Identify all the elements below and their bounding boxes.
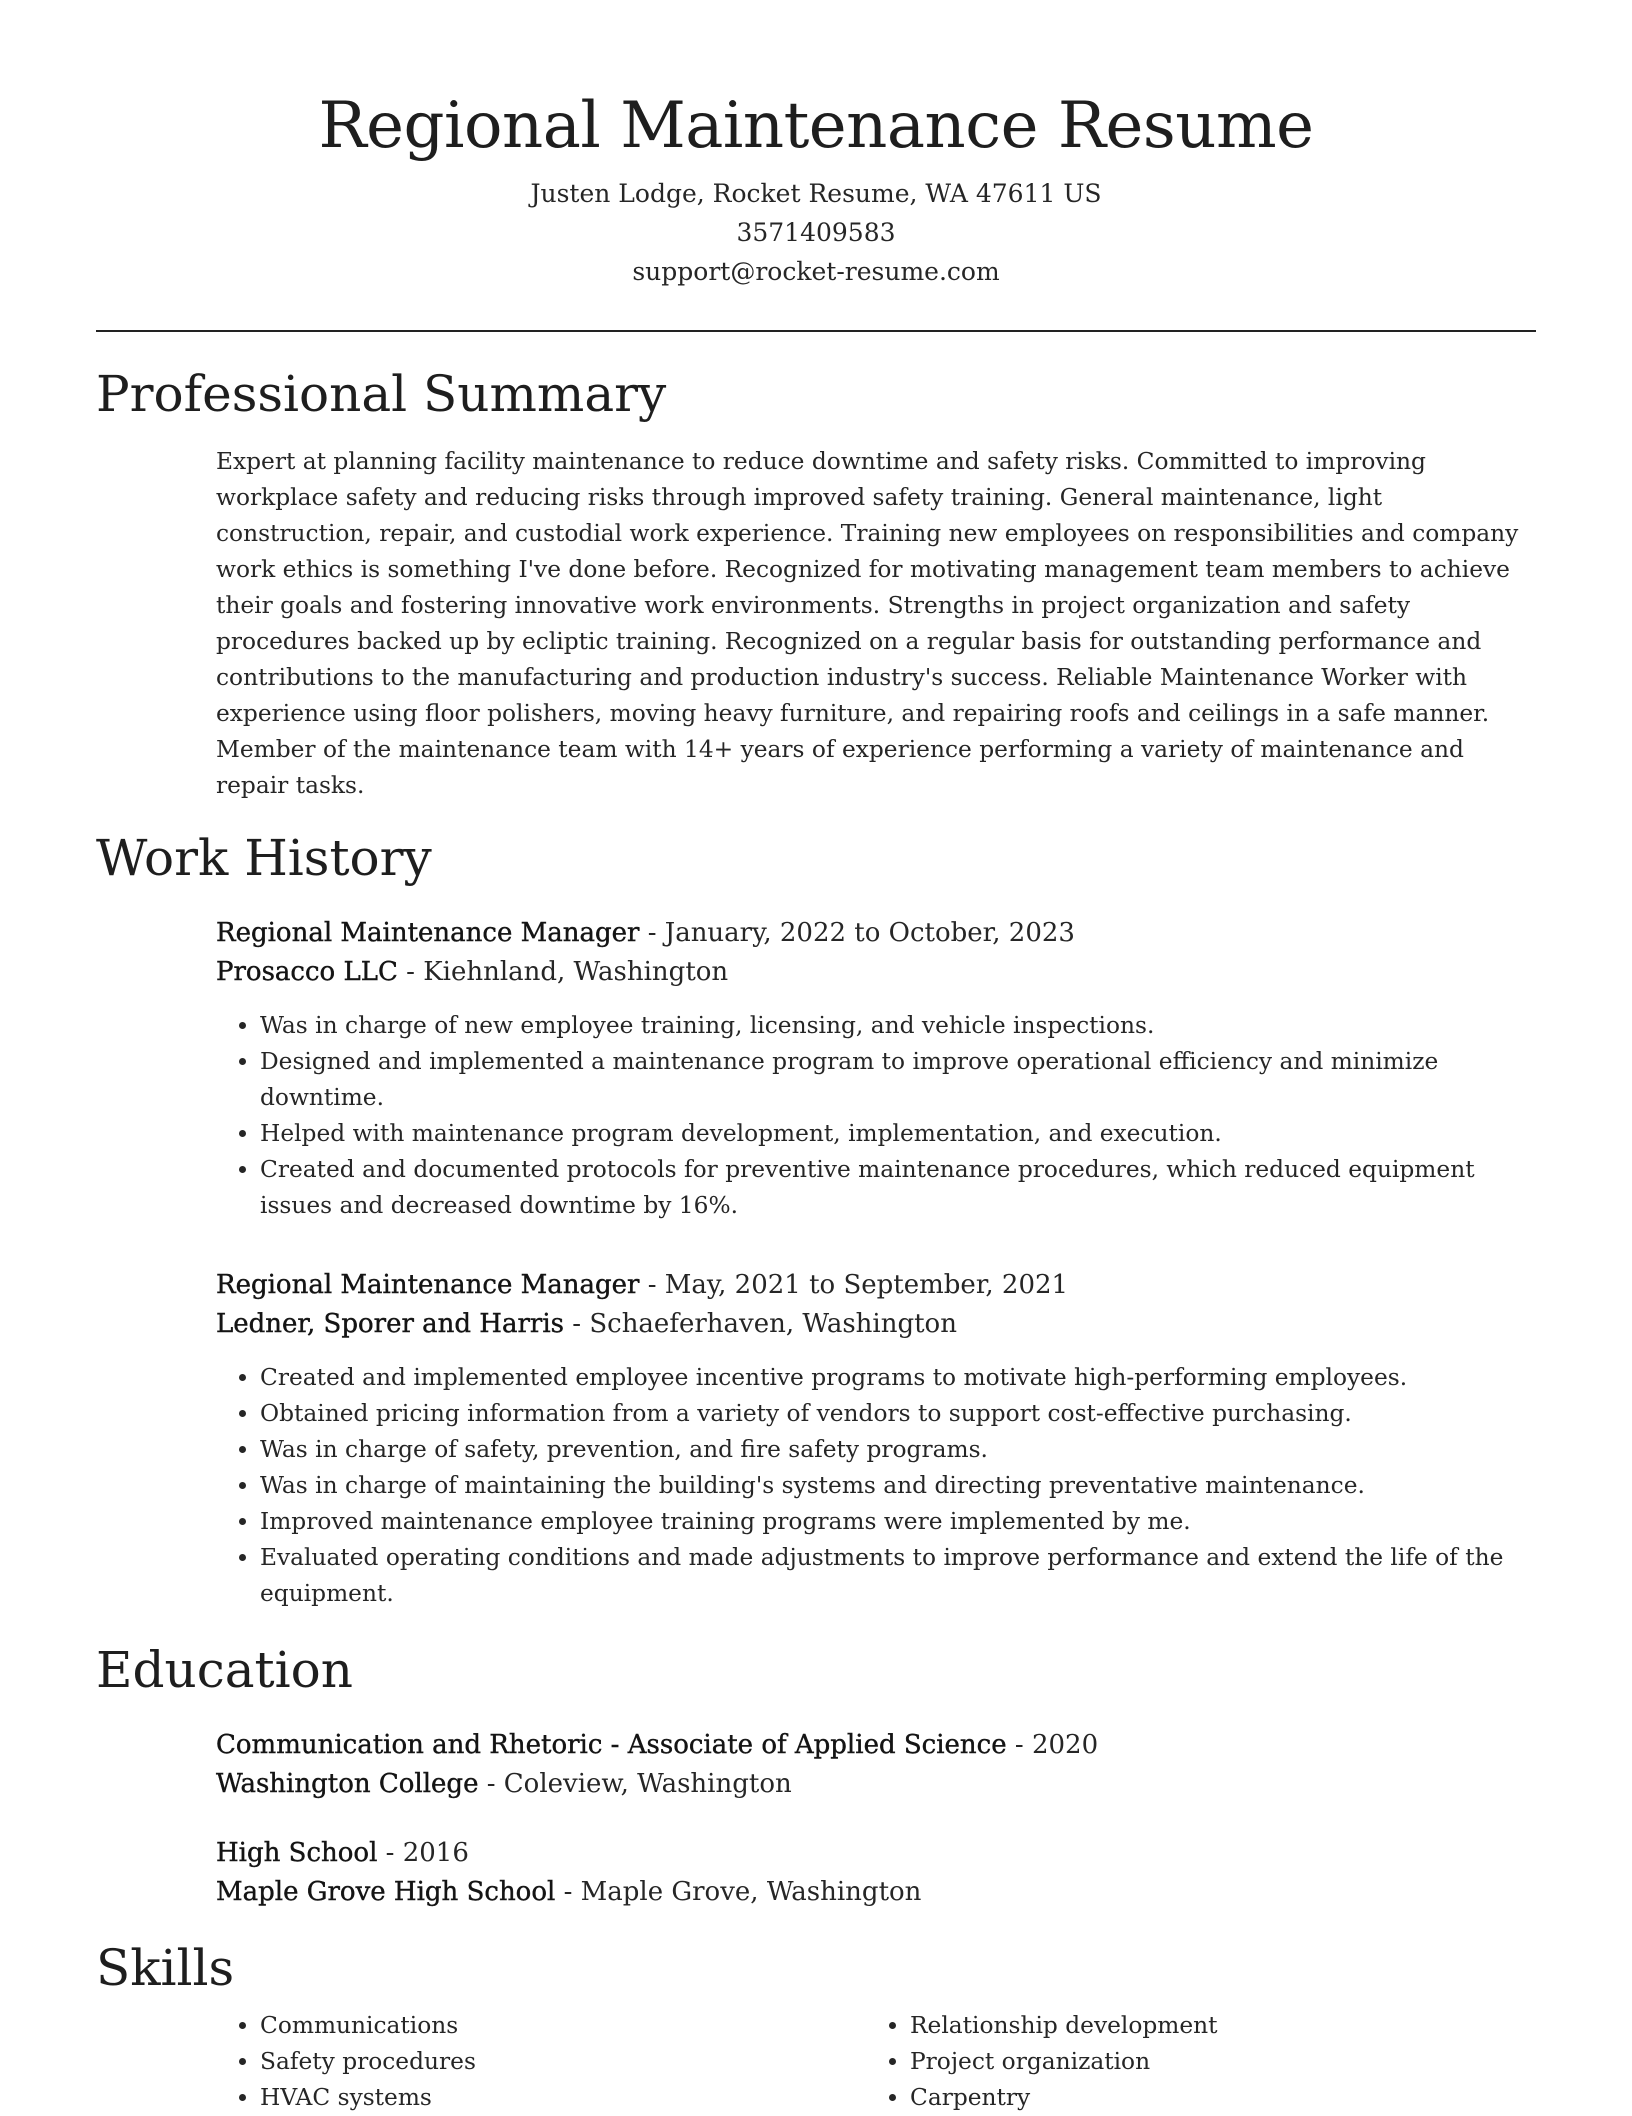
contact-address: Justen Lodge, Rocket Resume, WA 47611 US bbox=[530, 179, 1102, 208]
education-school: Maple Grove High School bbox=[216, 1877, 556, 1907]
job-entry bbox=[216, 914, 1542, 1224]
education-location: - Maple Grove, Washington bbox=[555, 1877, 922, 1907]
job-dates: - May, 2021 to September, 2021 bbox=[639, 1270, 1069, 1300]
job-bullet: • Designed and implemented a maintenance program to improve operational efficiency and minimize downtime. bbox=[260, 1044, 1542, 1116]
job-title-line bbox=[216, 914, 1542, 953]
job-dates: - January, 2022 to October, 2023 bbox=[639, 918, 1075, 948]
contact-phone: 3571409583 bbox=[736, 218, 896, 247]
job-bullet: • Created and documented protocols for preventive maintenance procedures, which reduced equipment issues and decreased downtime by 16%. bbox=[260, 1152, 1542, 1224]
education-year: - 2020 bbox=[1006, 1730, 1099, 1760]
education-degree-line bbox=[216, 1834, 1542, 1873]
education-school-line bbox=[216, 1765, 1542, 1804]
summary-text: Expert at planning facility maintenance to reduce downtime and safety risks. Committed to improving workplace safety and reducing risks through improved safety training. General maintenance, light construction, repair, and custodial work experience. Training new employees on responsibilities and company work ethics is something I've done before. Recognized for motivating management team members to achieve their goals and fostering innovative work environments. Strengths in project organization and safety procedures backed up by ecliptic training. Recognized on a regular basis for outstanding performance and contributions to the manufacturing and production industry's success. Reliable Maintenance Worker with experience using floor polishers, moving heavy furniture, and repairing roofs and ceilings in a safe manner. Member of the maintenance team with 14+ years of experience performing a variety of maintenance and repair tasks. bbox=[216, 448, 1519, 799]
job-bullet: • Improved maintenance employee training programs were implemented by me. bbox=[260, 1504, 1542, 1540]
skill-item: • Project organization bbox=[910, 2044, 1516, 2080]
job-bullet: • Created and implemented employee incentive programs to motivate high-performing employees. bbox=[260, 1360, 1542, 1396]
skills-list-right bbox=[866, 2008, 1516, 2116]
job-location: - Kiehnland, Washington bbox=[397, 957, 729, 987]
skill-item: • Safety procedures bbox=[260, 2044, 866, 2080]
resume-page bbox=[96, 0, 1536, 2116]
job-bullet: • Was in charge of new employee training, licensing, and vehicle inspections. bbox=[260, 1008, 1542, 1044]
summary-heading: Professional Summary bbox=[96, 365, 667, 423]
skill-item: • Relationship development bbox=[910, 2008, 1516, 2044]
skills-list-left bbox=[216, 2008, 866, 2116]
job-company: Prosacco LLC bbox=[216, 957, 398, 987]
contact-email: support@rocket-resume.com bbox=[632, 257, 1000, 286]
education-school-line bbox=[216, 1873, 1542, 1912]
education-entry bbox=[216, 1726, 1542, 1804]
job-location: - Schaeferhaven, Washington bbox=[564, 1309, 957, 1339]
job-title: Regional Maintenance Manager bbox=[216, 918, 640, 948]
contact-block bbox=[96, 174, 1536, 291]
job-company-line bbox=[216, 953, 1542, 992]
work-history-heading: Work History bbox=[96, 829, 432, 887]
job-bullet: • Helped with maintenance program development, implementation, and execution. bbox=[260, 1116, 1542, 1152]
header-divider bbox=[96, 330, 1536, 332]
education-section bbox=[216, 1726, 1542, 1912]
education-heading: Education bbox=[96, 1641, 353, 1699]
education-degree: High School bbox=[216, 1838, 378, 1868]
job-bullet: • Was in charge of safety, prevention, and fire safety programs. bbox=[260, 1432, 1542, 1468]
job-company-line bbox=[216, 1305, 1542, 1344]
skills-grid bbox=[216, 2008, 1542, 2116]
skill-item: • Communications bbox=[260, 2008, 866, 2044]
skills-section bbox=[216, 2008, 1542, 2116]
job-bullets bbox=[216, 1008, 1542, 1224]
skill-item: • HVAC systems bbox=[260, 2080, 866, 2116]
job-title: Regional Maintenance Manager bbox=[216, 1270, 640, 1300]
job-title-line bbox=[216, 1266, 1542, 1305]
job-bullet: • Evaluated operating conditions and made adjustments to improve performance and extend the life of the equipment. bbox=[260, 1540, 1542, 1612]
summary-section bbox=[216, 444, 1542, 804]
education-degree: Communication and Rhetoric - Associate of Applied Science bbox=[216, 1730, 1007, 1760]
education-school: Washington College bbox=[216, 1769, 479, 1799]
education-entry bbox=[216, 1834, 1542, 1912]
job-entry bbox=[216, 1266, 1542, 1612]
education-location: - Coleview, Washington bbox=[478, 1769, 792, 1799]
education-degree-line bbox=[216, 1726, 1542, 1765]
work-history-section bbox=[216, 914, 1542, 1612]
skills-heading: Skills bbox=[96, 1939, 235, 1997]
job-company: Ledner, Sporer and Harris bbox=[216, 1309, 564, 1339]
skill-item: • Carpentry bbox=[910, 2080, 1516, 2116]
job-bullet: • Was in charge of maintaining the building's systems and directing preventative maintenance. bbox=[260, 1468, 1542, 1504]
education-year: - 2016 bbox=[377, 1838, 469, 1868]
job-bullet: • Obtained pricing information from a variety of vendors to support cost-effective purchasing. bbox=[260, 1396, 1542, 1432]
job-bullets bbox=[216, 1360, 1542, 1612]
resume-title: Regional Maintenance Resume bbox=[318, 89, 1314, 163]
